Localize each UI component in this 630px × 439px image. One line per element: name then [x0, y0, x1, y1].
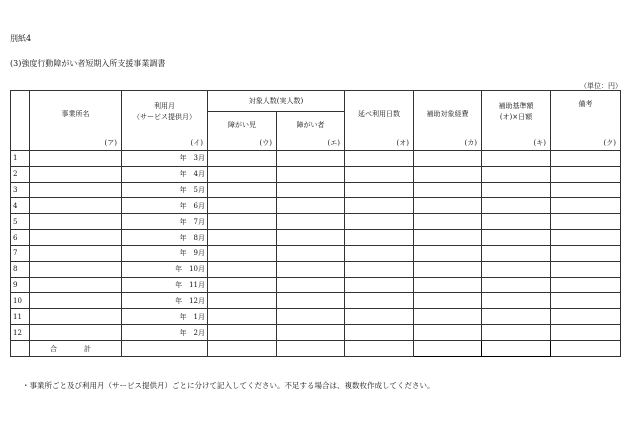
base-amount-cell	[482, 309, 551, 325]
adult-count-cell	[277, 293, 345, 309]
base-amount-cell	[482, 230, 551, 246]
remarks-cell	[551, 293, 621, 309]
subsidy-cost-cell	[414, 166, 482, 182]
table-row	[11, 214, 621, 230]
table-row	[11, 182, 621, 198]
row-number: 12	[11, 325, 30, 341]
total-days-cell	[345, 341, 414, 357]
adult-count-cell	[277, 198, 345, 214]
month-cell: 年 8月	[122, 230, 208, 246]
month-cell: 年 12月	[122, 293, 208, 309]
adult-count-header: 障がい者 (エ)	[277, 112, 345, 151]
table-row	[11, 245, 621, 261]
office-name-cell	[30, 293, 122, 309]
total-days-cell	[345, 198, 414, 214]
office-name-cell	[30, 214, 122, 230]
row-number: 6	[11, 230, 30, 246]
row-number: 11	[11, 309, 30, 325]
adult-count-cell	[277, 230, 345, 246]
child-count-cell	[208, 277, 277, 293]
total-days-cell	[345, 245, 414, 261]
month-cell: 年 5月	[122, 182, 208, 198]
table-row	[11, 277, 621, 293]
office-name-cell	[30, 166, 122, 182]
month-cell: 年 11月	[122, 277, 208, 293]
adult-count-cell	[277, 261, 345, 277]
survey-table	[10, 90, 621, 357]
remarks-cell	[551, 309, 621, 325]
subsidy-cost-cell	[414, 309, 482, 325]
total-month-cell	[122, 341, 208, 357]
month-cell: 年 6月	[122, 198, 208, 214]
adult-count-cell	[277, 151, 345, 167]
child-count-cell	[208, 198, 277, 214]
child-count-cell	[208, 245, 277, 261]
subsidy-cost-cell	[414, 261, 482, 277]
total-days-cell	[345, 277, 414, 293]
month-cell: 年 9月	[122, 245, 208, 261]
adult-count-cell	[277, 277, 345, 293]
base-amount-header: 補助基準額 (オ)×日額 (キ)	[482, 91, 551, 151]
total-child-cell	[208, 341, 277, 357]
document-title: (3)強度行動障がい者短期入所支援事業調書	[10, 59, 166, 68]
remarks-header: 備考 (ク)	[551, 91, 621, 151]
month-cell: 年 3月	[122, 151, 208, 167]
adult-count-cell	[277, 245, 345, 261]
row-number: 4	[11, 198, 30, 214]
row-number: 10	[11, 293, 30, 309]
remarks-cell	[551, 325, 621, 341]
office-name-cell	[30, 151, 122, 167]
base-amount-cell	[482, 182, 551, 198]
office-name-cell	[30, 230, 122, 246]
subsidy-cost-cell	[414, 293, 482, 309]
remarks-cell	[551, 198, 621, 214]
month-cell: 年 4月	[122, 166, 208, 182]
remarks-cell	[551, 182, 621, 198]
row-number: 9	[11, 277, 30, 293]
remarks-cell	[551, 261, 621, 277]
footnote: ・事業所ごと及び利用月（サービス提供月）ごとに分けて記入してください。不足する場合は、複数枚作成してください。	[22, 381, 435, 390]
office-name-header: 事業所名 (ア)	[30, 91, 122, 151]
table-row	[11, 293, 621, 309]
remarks-cell	[551, 214, 621, 230]
total-days-cell	[345, 230, 414, 246]
table-row	[11, 230, 621, 246]
remarks-cell	[551, 151, 621, 167]
subsidy-cost-cell	[414, 214, 482, 230]
base-amount-cell	[482, 151, 551, 167]
office-name-cell	[30, 261, 122, 277]
total-subsidy-cost-cell	[414, 341, 482, 357]
base-amount-cell	[482, 245, 551, 261]
adult-count-cell	[277, 166, 345, 182]
table-row	[11, 309, 621, 325]
base-amount-cell	[482, 293, 551, 309]
base-amount-cell	[482, 166, 551, 182]
adult-count-cell	[277, 309, 345, 325]
row-number: 2	[11, 166, 30, 182]
base-amount-cell	[482, 277, 551, 293]
total-number-cell	[11, 341, 30, 357]
total-days-header: 延べ利用日数 (オ)	[345, 91, 414, 151]
remarks-cell	[551, 277, 621, 293]
total-adult-cell	[277, 341, 345, 357]
subsidy-cost-cell	[414, 151, 482, 167]
table-row	[11, 198, 621, 214]
adult-count-cell	[277, 325, 345, 341]
row-number: 8	[11, 261, 30, 277]
total-remarks-cell	[551, 341, 621, 357]
unit-label: （単位：円）	[580, 82, 622, 90]
row-number: 7	[11, 245, 30, 261]
subsidy-cost-cell	[414, 182, 482, 198]
row-number: 5	[11, 214, 30, 230]
remarks-cell	[551, 166, 621, 182]
child-count-cell	[208, 261, 277, 277]
adult-count-cell	[277, 182, 345, 198]
child-count-cell	[208, 182, 277, 198]
child-count-cell	[208, 293, 277, 309]
total-days-cell	[345, 214, 414, 230]
total-base-amount-cell	[482, 341, 551, 357]
subsidy-cost-cell	[414, 277, 482, 293]
child-count-cell	[208, 309, 277, 325]
month-cell: 年 1月	[122, 309, 208, 325]
total-days-cell	[345, 182, 414, 198]
child-count-cell	[208, 166, 277, 182]
month-cell: 年 7月	[122, 214, 208, 230]
month-cell: 年 2月	[122, 325, 208, 341]
subsidy-cost-header: 補助対象経費 (カ)	[414, 91, 482, 151]
child-count-cell	[208, 151, 277, 167]
subsidy-cost-cell	[414, 325, 482, 341]
remarks-cell	[551, 245, 621, 261]
row-number: 3	[11, 182, 30, 198]
table-row	[11, 166, 621, 182]
table-row	[11, 151, 621, 167]
total-label: 合 計	[30, 341, 122, 357]
target-count-header: 対象人数(実人数)	[208, 91, 345, 112]
total-row	[11, 341, 621, 357]
adult-count-cell	[277, 214, 345, 230]
total-days-cell	[345, 166, 414, 182]
base-amount-cell	[482, 325, 551, 341]
remarks-cell	[551, 230, 621, 246]
subsidy-cost-cell	[414, 198, 482, 214]
row-number: 1	[11, 151, 30, 167]
child-count-header: 障がい児 (ウ)	[208, 112, 277, 151]
child-count-cell	[208, 214, 277, 230]
office-name-cell	[30, 277, 122, 293]
table-row	[11, 261, 621, 277]
document-code: 別紙4	[10, 34, 32, 43]
month-cell: 年 10月	[122, 261, 208, 277]
total-days-cell	[345, 309, 414, 325]
total-days-cell	[345, 325, 414, 341]
total-days-cell	[345, 151, 414, 167]
base-amount-cell	[482, 214, 551, 230]
child-count-cell	[208, 325, 277, 341]
usage-month-header: 利用月 （サービス提供月） (イ)	[122, 91, 208, 151]
office-name-cell	[30, 245, 122, 261]
table-row	[11, 325, 621, 341]
office-name-cell	[30, 325, 122, 341]
office-name-cell	[30, 198, 122, 214]
base-amount-cell	[482, 198, 551, 214]
row-number-header	[11, 91, 30, 151]
child-count-cell	[208, 230, 277, 246]
office-name-cell	[30, 309, 122, 325]
office-name-cell	[30, 182, 122, 198]
subsidy-cost-cell	[414, 230, 482, 246]
total-days-cell	[345, 293, 414, 309]
total-days-cell	[345, 261, 414, 277]
base-amount-cell	[482, 261, 551, 277]
subsidy-cost-cell	[414, 245, 482, 261]
